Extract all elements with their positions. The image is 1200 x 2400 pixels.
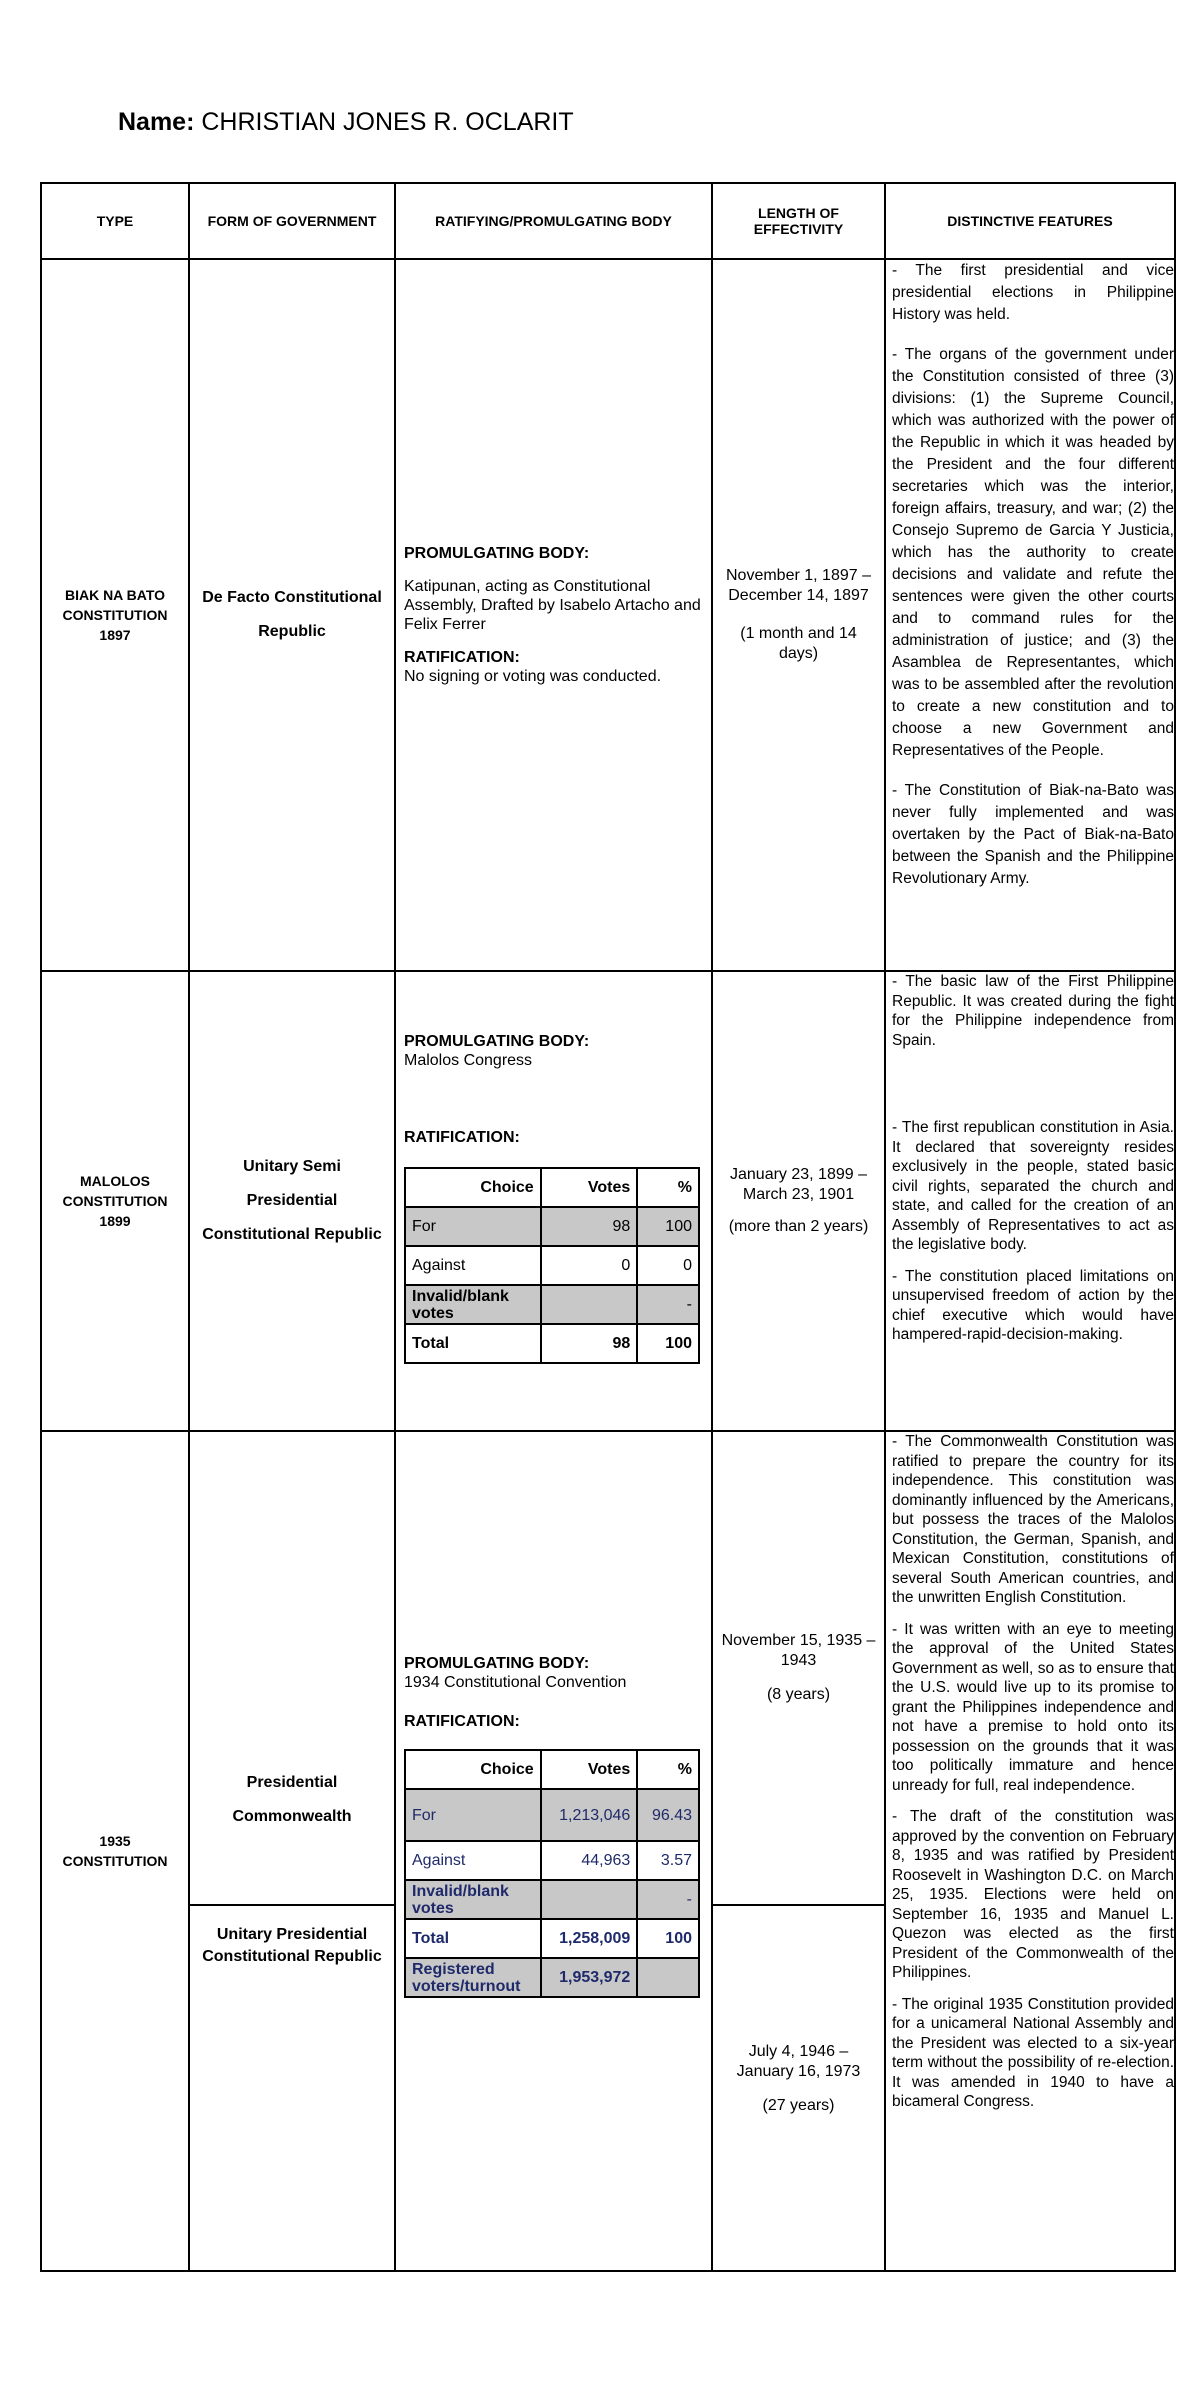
features-cell [885, 971, 1175, 1431]
features-cell [885, 259, 1175, 971]
type-cell: 1935 CONSTITUTION [41, 1431, 189, 2271]
feature-item: - It was written with an eye to meeting the approval of the United States Government as well, so as to ensure that the U.S. would live up to its promise to grant the Philippines independence and not have a premise to hold onto its possession on the grounds that it was too politically immature and hence unready for full, real independence. [892, 1620, 1174, 1794]
feature-item: - The Constitution of Biak-na-Bato was never fully implemented and was overtaken by the Pact of Biak-na-Bato between the Spanish and the Philippine Revolutionary Army. [892, 782, 1174, 887]
row-malolos [41, 971, 1175, 1431]
type-cell: MALOLOS CONSTITUTION 1899 [41, 971, 189, 1431]
malolos-votes-table: Choice Votes % For 98 100 Against 0 0 Invalid/blank votes - Total 98 100 [404, 1167, 700, 1364]
features-cell [885, 1431, 1175, 2271]
col-body: RATIFYING/PROMULGATING BODY [395, 183, 712, 259]
col-length: LENGTH OF EFFECTIVITY [712, 183, 885, 259]
feature-item: - The original 1935 Constitution provided for a unicameral National Assembly and the President was elected to a six-year term without the possibility of re-election. It was amended in 1940 to have a bicameral Congress. [892, 1995, 1174, 2110]
name-label: Name: [118, 108, 195, 136]
length-cell: November 15, 1935 – 1943 (8 years) July 4, 1946 – January 16, 1973 (27 years) [712, 1431, 885, 2271]
length-cell: November 1, 1897 – December 14, 1897 (1 month and 14 days) [712, 259, 885, 971]
body-cell: PROMULGATING BODY: Malolos Congress RATIFICATION: Choice Votes % For 98 100 Against 0 0 Invalid/blank votes - Total 98 100 [395, 971, 712, 1431]
name-value: CHRISTIAN JONES R. OCLARIT [201, 108, 574, 136]
row-1935 [41, 1431, 1175, 2271]
feature-item: - The organs of the government under the Constitution consisted of three (3) divisions: (1) the Supreme Council, which was authorized with the power of the Republic in which it was headed by the President and the four different secretaries which was the interior, foreign affairs, treasury, and war; (2) the Consejo Supremo de Garcia Y Justicia, which has the authority to create decisions and validate and refute the sentences were given the other courts and to command rules for the administration of justice; and (3) the Asamblea de Representantes, which was to be assembled after the revolution to create a new constitution and to choose a new Government and Representatives of the People. [892, 346, 1174, 759]
col-form: FORM OF GOVERNMENT [189, 183, 395, 259]
feature-item: - The draft of the constitution was approved by the convention on February 8, 1935 and was ratified by President Roosevelt in Washington D.C. on March 25, 1935. Elections were held on September 16, 1935 and Manuel L. Quezon was elected as the first President of the Commonwealth of the Philippines. [892, 1808, 1174, 1981]
feature-item: - The first republican constitution in Asia. It declared that sovereignty resides exclusively in the people, stated basic civil rights, separated the church and state, and called for the creation of an Assembly of Representatives to act as the legislative body. [892, 1119, 1174, 1253]
student-name [118, 108, 574, 137]
col-type: TYPE [41, 183, 189, 259]
row-biak-na-bato [41, 259, 1175, 971]
form-cell: Unitary Semi Presidential Constitutional Republic [189, 971, 395, 1431]
type-cell: BIAK NA BATO CONSTITUTION 1897 [41, 259, 189, 971]
form-cell: Presidential Commonwealth Unitary Presidential Constitutional Republic [189, 1431, 395, 2271]
constitutions-table [40, 182, 1176, 2272]
body-cell: PROMULGATING BODY: 1934 Constitutional Convention RATIFICATION: Choice Votes % For 1,213,046 96.43 Against 44,963 3.57 Invalid/blank votes - Total 1,258,009 100 Registered voters/turnout 1,953,972 [395, 1431, 712, 2271]
col-features: DISTINCTIVE FEATURES [885, 183, 1175, 259]
feature-item: - The first presidential and vice presidential elections in Philippine History was held. [892, 262, 1174, 323]
feature-item: - The constitution placed limitations on unsupervised freedom of action by the chief executive which would have hampered-rapid-decision-making. [892, 1267, 1174, 1343]
header-row [41, 183, 1175, 259]
length-cell: January 23, 1899 – March 23, 1901 (more than 2 years) [712, 971, 885, 1431]
feature-item: - The Commonwealth Constitution was ratified to prepare the country for its independence. This constitution was dominantly influenced by the Americans, but possess the traces of the Malolos Constitution, the German, Spanish, and Mexican Constitution, constitutions of several South American countries, and the unwritten English Constitution. [892, 1433, 1174, 1606]
1935-votes-table: Choice Votes % For 1,213,046 96.43 Against 44,963 3.57 Invalid/blank votes - Total 1,258,009 100 Registered voters/turnout 1,953,972 [404, 1749, 700, 1998]
feature-item: - The basic law of the First Philippine Republic. It was created during the fight for the Philippine independence from Spain. [892, 973, 1174, 1049]
body-cell: PROMULGATING BODY: Katipunan, acting as Constitutional Assembly, Drafted by Isabelo Artacho and Felix Ferrer RATIFICATION: No signing or voting was conducted. [395, 259, 712, 971]
form-cell: De Facto Constitutional Republic [189, 259, 395, 971]
